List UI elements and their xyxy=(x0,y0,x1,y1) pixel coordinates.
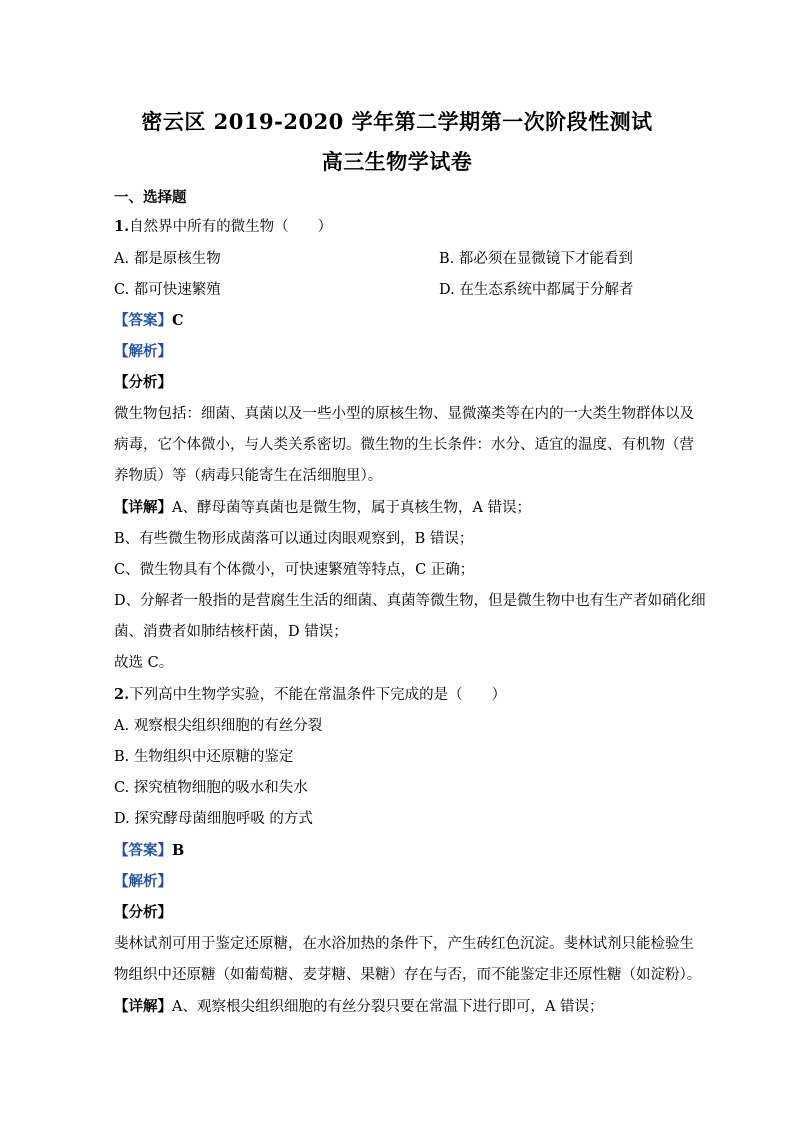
question-1-stem xyxy=(114,217,332,237)
q1-detail-line-5: 菌、消费者如肺结核杆菌，D 错误； xyxy=(114,624,348,640)
answer-value: B xyxy=(172,842,185,859)
q1-detail-line-1 xyxy=(114,498,531,518)
q2-option-d: D. 探究酵母菌细胞呼吸 的方式 xyxy=(114,811,313,827)
q2-analysis-line-2: 物组织中还原糖（如葡萄糖、麦芽糖、果糖）存在与否，而不能鉴定非还原性糖（如淀粉）。 xyxy=(114,967,702,983)
answer-value: C xyxy=(172,312,184,329)
q1-analysis-line-3: 养物质）等（病毒只能寄生在活细胞里）。 xyxy=(114,468,383,484)
answer-tag: 【答案】 xyxy=(114,312,172,329)
q1-option-c: C. 都可快速繁殖 xyxy=(114,282,221,298)
question-number: 2. xyxy=(114,686,130,703)
q1-option-d: D. 在生态系统中都属于分解者 xyxy=(439,282,634,298)
q2-detail-line-1 xyxy=(114,997,604,1017)
q2-option-c: C. 探究植物细胞的吸水和失水 xyxy=(114,780,308,796)
q2-fenxi-tag: 【分析】 xyxy=(114,904,172,921)
q1-analysis-line-1: 微生物包括：细菌、真菌以及一些小型的原核生物、显微藻类等在内的一大类生物群体以及 xyxy=(114,406,694,422)
q1-answer xyxy=(114,311,184,331)
q2-option-a: A. 观察根尖组织细胞的有丝分裂 xyxy=(114,718,323,734)
q1-jiexi-tag: 【解析】 xyxy=(114,343,172,360)
question-text: 下列高中生物学实验，不能在常温条件下完成的是（ ） xyxy=(129,687,507,703)
answer-tag: 【答案】 xyxy=(114,842,172,859)
question-text: 自然界中所有的微生物（ ） xyxy=(129,219,333,235)
question-number: 1. xyxy=(114,218,130,235)
q1-conclusion: 故选 C。 xyxy=(114,655,174,671)
q1-detail-line-2: B、有些微生物形成菌落可以通过肉眼观察到，B 错误； xyxy=(114,531,474,547)
question-2-stem xyxy=(114,685,506,705)
q2-answer xyxy=(114,841,184,861)
q1-option-b: B. 都必须在显微镜下才能看到 xyxy=(439,251,633,267)
q2-jiexi-tag: 【解析】 xyxy=(114,873,172,890)
document-subtitle: 高三生物学试卷 xyxy=(321,149,473,174)
q2-option-b: B. 生物组织中还原糖的鉴定 xyxy=(114,749,294,765)
document-title: 密云区 2019-2020 学年第二学期第一次阶段性测试 xyxy=(141,109,653,134)
q1-detail-line-3: C、微生物具有个体微小，可快速繁殖等特点，C 正确； xyxy=(114,562,475,578)
section-heading: 一、选择题 xyxy=(114,189,187,206)
q2-analysis-line-1: 斐林试剂可用于鉴定还原糖，在水浴加热的条件下，产生砖红色沉淀。斐林试剂只能检验生 xyxy=(114,936,694,952)
q1-analysis-line-2: 病毒，它个体微小，与人类关系密切。微生物的生长条件：水分、适宜的温度、有机物（营 xyxy=(114,437,694,453)
detail-tag: 【详解】 xyxy=(114,499,172,516)
detail-text: A、观察根尖组织细胞的有丝分裂只要在常温下进行即可，A 错误； xyxy=(172,999,604,1015)
detail-text: A、酵母菌等真菌也是微生物，属于真核生物，A 错误； xyxy=(172,500,532,516)
q1-fenxi-tag: 【分析】 xyxy=(114,374,172,391)
q1-detail-line-4: D、分解者一般指的是营腐生生活的细菌、真菌等微生物，但是微生物中也有生产者如硝化细 xyxy=(114,593,706,609)
detail-tag: 【详解】 xyxy=(114,998,172,1015)
q1-option-a: A. 都是原核生物 xyxy=(114,251,221,267)
